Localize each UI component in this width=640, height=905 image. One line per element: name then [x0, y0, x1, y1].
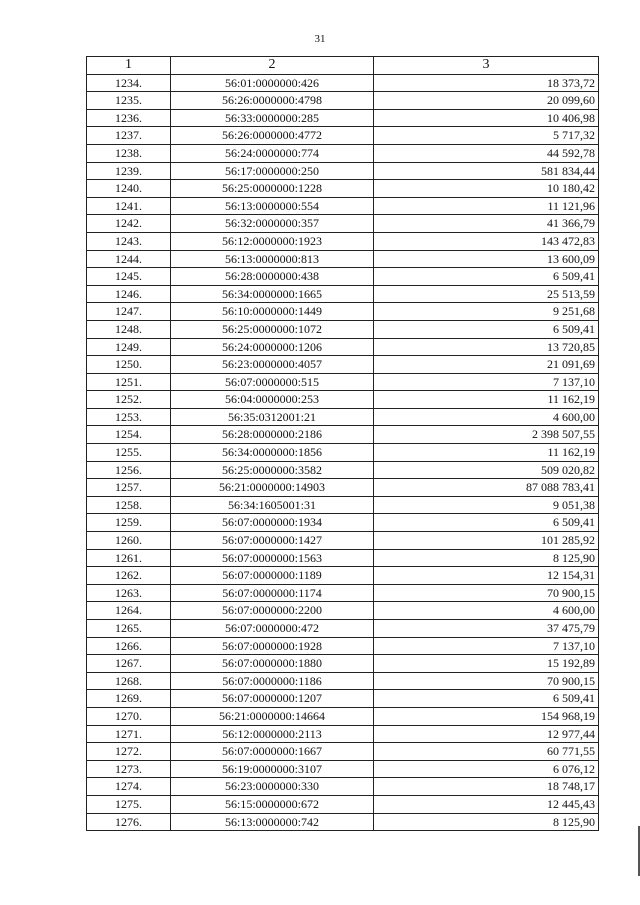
row-number: 1241.	[87, 197, 171, 215]
cadastral-value: 4 600,00	[374, 602, 599, 620]
row-number: 1261.	[87, 549, 171, 567]
table-row	[87, 268, 599, 286]
cadastral-value: 7 137,10	[374, 637, 599, 655]
row-number: 1235.	[87, 92, 171, 110]
cadastral-value: 18 748,17	[374, 778, 599, 796]
table-row	[87, 356, 599, 374]
row-number: 1276.	[87, 813, 171, 831]
cadastral-number: 56:28:0000000:2186	[171, 426, 374, 444]
table-row	[87, 725, 599, 743]
row-number: 1250.	[87, 356, 171, 374]
cadastral-number: 56:13:0000000:742	[171, 813, 374, 831]
row-number: 1272.	[87, 743, 171, 761]
table-row	[87, 760, 599, 778]
cadastral-value: 20 099,60	[374, 92, 599, 110]
cadastral-number: 56:07:0000000:1563	[171, 549, 374, 567]
cadastral-number: 56:35:0312001:21	[171, 408, 374, 426]
header-row	[87, 57, 599, 75]
cadastral-number: 56:25:0000000:1072	[171, 320, 374, 338]
cadastral-value: 21 091,69	[374, 356, 599, 374]
cadastral-number: 56:07:0000000:2200	[171, 602, 374, 620]
table-row	[87, 444, 599, 462]
row-number: 1234.	[87, 74, 171, 92]
table-row	[87, 813, 599, 831]
column-header-3: 3	[374, 57, 599, 75]
cadastral-value: 6 076,12	[374, 760, 599, 778]
cadastral-value: 18 373,72	[374, 74, 599, 92]
table-row	[87, 180, 599, 198]
table-row	[87, 426, 599, 444]
row-number: 1262.	[87, 567, 171, 585]
cadastral-value: 60 771,55	[374, 743, 599, 761]
table-row	[87, 232, 599, 250]
cadastral-value: 5 717,32	[374, 127, 599, 145]
cadastral-number: 56:01:0000000:426	[171, 74, 374, 92]
row-number: 1245.	[87, 268, 171, 286]
cadastral-number: 56:12:0000000:2113	[171, 725, 374, 743]
table-row	[87, 743, 599, 761]
cadastral-number: 56:24:0000000:774	[171, 144, 374, 162]
cadastral-value: 37 475,79	[374, 620, 599, 638]
cadastral-value: 41 366,79	[374, 215, 599, 233]
cadastral-value: 6 509,41	[374, 514, 599, 532]
row-number: 1236.	[87, 109, 171, 127]
row-number: 1256.	[87, 461, 171, 479]
cadastral-value: 4 600,00	[374, 408, 599, 426]
cadastral-value: 2 398 507,55	[374, 426, 599, 444]
cadastral-value: 581 834,44	[374, 162, 599, 180]
cadastral-value: 11 162,19	[374, 444, 599, 462]
table-row	[87, 303, 599, 321]
cadastral-value: 15 192,89	[374, 655, 599, 673]
table-row	[87, 144, 599, 162]
row-number: 1243.	[87, 232, 171, 250]
table-row	[87, 285, 599, 303]
table-row	[87, 602, 599, 620]
row-number: 1275.	[87, 795, 171, 813]
row-number: 1263.	[87, 584, 171, 602]
cadastral-number: 56:21:0000000:14664	[171, 707, 374, 725]
row-number: 1238.	[87, 144, 171, 162]
row-number: 1248.	[87, 320, 171, 338]
row-number: 1269.	[87, 690, 171, 708]
row-number: 1253.	[87, 408, 171, 426]
table-row	[87, 532, 599, 550]
cadastral-value: 12 977,44	[374, 725, 599, 743]
row-number: 1251.	[87, 373, 171, 391]
table-row	[87, 338, 599, 356]
cadastral-number: 56:04:0000000:253	[171, 391, 374, 409]
cadastral-value: 12 445,43	[374, 795, 599, 813]
table-row	[87, 250, 599, 268]
table-row	[87, 672, 599, 690]
row-number: 1273.	[87, 760, 171, 778]
table-row	[87, 127, 599, 145]
table-row	[87, 197, 599, 215]
column-header-1: 1	[87, 57, 171, 75]
cadastral-number: 56:15:0000000:672	[171, 795, 374, 813]
row-number: 1247.	[87, 303, 171, 321]
row-number: 1266.	[87, 637, 171, 655]
cadastral-value: 70 900,15	[374, 672, 599, 690]
row-number: 1274.	[87, 778, 171, 796]
cadastral-number: 56:07:0000000:1174	[171, 584, 374, 602]
row-number: 1237.	[87, 127, 171, 145]
table-row	[87, 567, 599, 585]
cadastral-number: 56:19:0000000:3107	[171, 760, 374, 778]
table-row	[87, 496, 599, 514]
cadastral-value: 8 125,90	[374, 549, 599, 567]
cadastral-number: 56:33:0000000:285	[171, 109, 374, 127]
cadastral-value: 25 513,59	[374, 285, 599, 303]
table-row	[87, 92, 599, 110]
cadastral-number: 56:13:0000000:554	[171, 197, 374, 215]
table-row	[87, 620, 599, 638]
cadastral-number: 56:07:0000000:1189	[171, 567, 374, 585]
cadastral-number: 56:07:0000000:515	[171, 373, 374, 391]
row-number: 1258.	[87, 496, 171, 514]
table-row	[87, 74, 599, 92]
table-row	[87, 479, 599, 497]
cadastral-value: 154 968,19	[374, 707, 599, 725]
table-row	[87, 707, 599, 725]
cadastral-number: 56:07:0000000:1880	[171, 655, 374, 673]
table-row	[87, 320, 599, 338]
table-row	[87, 373, 599, 391]
table-row	[87, 109, 599, 127]
cadastral-number: 56:07:0000000:1934	[171, 514, 374, 532]
row-number: 1267.	[87, 655, 171, 673]
cadastral-value: 44 592,78	[374, 144, 599, 162]
cadastral-value: 11 121,96	[374, 197, 599, 215]
cadastral-number: 56:23:0000000:4057	[171, 356, 374, 374]
page-number: 31	[314, 33, 326, 45]
row-number: 1252.	[87, 391, 171, 409]
cadastral-value: 6 509,41	[374, 690, 599, 708]
cadastral-value: 12 154,31	[374, 567, 599, 585]
cadastral-value: 10 180,42	[374, 180, 599, 198]
row-number: 1249.	[87, 338, 171, 356]
cadastral-value: 13 600,09	[374, 250, 599, 268]
cadastral-number: 56:07:0000000:472	[171, 620, 374, 638]
table-row	[87, 549, 599, 567]
cadastral-value: 9 251,68	[374, 303, 599, 321]
cadastral-value: 11 162,19	[374, 391, 599, 409]
register-table	[86, 56, 599, 831]
row-number: 1257.	[87, 479, 171, 497]
cadastral-value: 7 137,10	[374, 373, 599, 391]
cadastral-value: 10 406,98	[374, 109, 599, 127]
table-body	[87, 74, 599, 831]
cadastral-number: 56:21:0000000:14903	[171, 479, 374, 497]
table-row	[87, 795, 599, 813]
cadastral-value: 143 472,83	[374, 232, 599, 250]
row-number: 1264.	[87, 602, 171, 620]
cadastral-value: 87 088 783,41	[374, 479, 599, 497]
row-number: 1270.	[87, 707, 171, 725]
table-row	[87, 408, 599, 426]
cadastral-value: 6 509,41	[374, 268, 599, 286]
table-row	[87, 391, 599, 409]
cadastral-number: 56:24:0000000:1206	[171, 338, 374, 356]
table-row	[87, 637, 599, 655]
cadastral-number: 56:34:0000000:1665	[171, 285, 374, 303]
table-row	[87, 778, 599, 796]
table-row	[87, 584, 599, 602]
table-row	[87, 690, 599, 708]
cadastral-number: 56:07:0000000:1207	[171, 690, 374, 708]
row-number: 1244.	[87, 250, 171, 268]
cadastral-value: 509 020,82	[374, 461, 599, 479]
cadastral-number: 56:28:0000000:438	[171, 268, 374, 286]
row-number: 1268.	[87, 672, 171, 690]
cadastral-value: 13 720,85	[374, 338, 599, 356]
cadastral-number: 56:25:0000000:3582	[171, 461, 374, 479]
row-number: 1242.	[87, 215, 171, 233]
cadastral-number: 56:25:0000000:1228	[171, 180, 374, 198]
cadastral-value: 9 051,38	[374, 496, 599, 514]
cadastral-number: 56:23:0000000:330	[171, 778, 374, 796]
table-row	[87, 215, 599, 233]
table-row	[87, 461, 599, 479]
cadastral-value: 8 125,90	[374, 813, 599, 831]
cadastral-value: 6 509,41	[374, 320, 599, 338]
row-number: 1265.	[87, 620, 171, 638]
cadastral-number: 56:10:0000000:1449	[171, 303, 374, 321]
row-number: 1246.	[87, 285, 171, 303]
row-number: 1239.	[87, 162, 171, 180]
table-row	[87, 655, 599, 673]
row-number: 1240.	[87, 180, 171, 198]
row-number: 1271.	[87, 725, 171, 743]
row-number: 1260.	[87, 532, 171, 550]
cadastral-number: 56:07:0000000:1928	[171, 637, 374, 655]
row-number: 1254.	[87, 426, 171, 444]
cadastral-number: 56:26:0000000:4798	[171, 92, 374, 110]
row-number: 1255.	[87, 444, 171, 462]
column-header-2: 2	[171, 57, 374, 75]
row-number: 1259.	[87, 514, 171, 532]
cadastral-number: 56:34:0000000:1856	[171, 444, 374, 462]
cadastral-number: 56:07:0000000:1186	[171, 672, 374, 690]
cadastral-value: 101 285,92	[374, 532, 599, 550]
cadastral-number: 56:17:0000000:250	[171, 162, 374, 180]
cadastral-number: 56:32:0000000:357	[171, 215, 374, 233]
cadastral-number: 56:26:0000000:4772	[171, 127, 374, 145]
cadastral-number: 56:12:0000000:1923	[171, 232, 374, 250]
cadastral-number: 56:34:1605001:31	[171, 496, 374, 514]
cadastral-number: 56:07:0000000:1427	[171, 532, 374, 550]
cadastral-value: 70 900,15	[374, 584, 599, 602]
cadastral-number: 56:07:0000000:1667	[171, 743, 374, 761]
table-row	[87, 162, 599, 180]
table-row	[87, 514, 599, 532]
cadastral-number: 56:13:0000000:813	[171, 250, 374, 268]
